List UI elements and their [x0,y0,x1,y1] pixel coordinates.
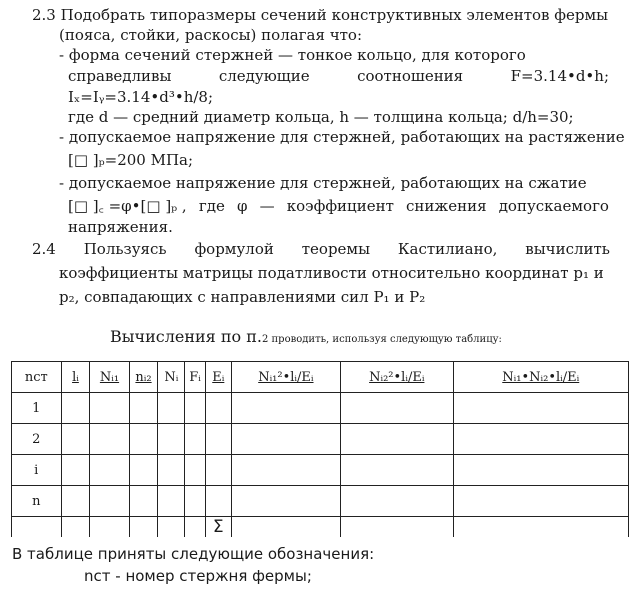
table-cell [12,517,62,538]
bullet-3-word: где [198,197,225,215]
table-cell [453,424,629,455]
table-row [12,455,629,486]
table-cell [185,455,206,486]
bullet-1-word: следующие [218,67,310,85]
footnote-intro: В таблице приняты следующие обозначения: [12,545,375,563]
item-2-4-line-3: p₂, совпадающих с направлениями сил P₁ и P₂ [59,288,426,306]
item-2-4-line-2: коэффициенты матрицы податливости относительно координат p₁ и [59,264,604,282]
table-caption [110,327,502,350]
header-fi: Fᵢ [185,362,206,393]
table-cell [129,393,158,424]
table-row [12,393,629,424]
table-cell [231,486,340,517]
table-cell [453,517,629,538]
table-cell [129,455,158,486]
item-2-3-line-1 [32,5,608,25]
item-2-4-number: 2.4 [32,240,56,258]
bullet-3-word: коэффициент [286,197,394,215]
header-ni2-sq: Nᵢ₂²•lᵢ/Eᵢ [341,362,453,393]
bullet-1-line-2 [68,66,609,86]
table-cell [90,517,129,538]
table-cell [185,517,206,538]
table-cell [158,393,185,424]
table-sum-row [12,517,629,538]
header-ei: Eᵢ [205,362,231,393]
item-2-4-word: Кастилиано, [397,240,498,258]
table-cell [158,517,185,538]
table-cell [61,517,90,538]
table-cell [341,393,453,424]
table-cell [61,486,90,517]
table-cell [341,424,453,455]
row-label: 2 [12,424,62,455]
table-cell [90,455,129,486]
row-label: i [12,455,62,486]
bullet-1-formula-f: F=3.14•d•h; [510,67,609,85]
table-header-row [12,362,629,393]
table-cell [231,393,340,424]
table-cell [158,424,185,455]
item-2-3-text-1: Подобрать типоразмеры сечений конструктивных элементов фермы [60,6,609,24]
table-cell [231,424,340,455]
table-cell [341,517,453,538]
item-2-4-line-1 [32,239,610,259]
table-cell [129,517,158,538]
caption-main: Вычисления по п. [110,327,262,346]
sum-symbol: Σ [205,517,231,538]
header-ni: Nᵢ [158,362,185,393]
table-cell [61,455,90,486]
footnote-item: nст - номер стержня фермы; [84,567,312,585]
bullet-1-line-1: - форма сечений стержней — тонкое кольцо, для которого [59,46,526,64]
bullet-3-line-3: напряжения. [68,218,173,236]
bullet-2-line-2: [□ ]ₚ=200 МПа; [68,151,194,169]
bullet-1-word: справедливы [68,67,172,85]
item-2-4-word: вычислить [525,240,610,258]
bullet-3-line-2 [68,196,609,216]
table-cell [341,486,453,517]
caption-small: 2 проводить, используя следующую таблицу: [261,334,502,345]
table-cell [90,424,129,455]
table-cell [341,455,453,486]
table-cell [90,486,129,517]
row-label: 1 [12,393,62,424]
table-cell [205,393,231,424]
table-cell [185,424,206,455]
table-cell [453,393,629,424]
bullet-1-line-4: где d — средний диаметр кольца, h — толщина кольца; d/h=30; [68,108,574,126]
table-cell [231,517,340,538]
table-cell [185,486,206,517]
calculation-table [11,361,629,537]
table-cell [158,455,185,486]
item-2-3-line-2: (пояса, стойки, раскосы) полагая что: [59,26,363,44]
row-label: n [12,486,62,517]
header-li: lᵢ [61,362,90,393]
table-cell [205,424,231,455]
header-ni1: Nᵢ₁ [90,362,129,393]
table-cell [205,455,231,486]
table-cell [61,424,90,455]
table-cell [185,393,206,424]
item-2-3-number: 2.3 [32,6,56,24]
bullet-3-dash: — [259,197,275,215]
table-cell [61,393,90,424]
table-cell [158,486,185,517]
bullet-3-line-1: - допускаемое напряжение для стержней, работающих на сжатие [59,174,587,192]
bullet-3-phi: φ [236,197,248,215]
item-2-4-word: формулой [194,240,274,258]
table-row [12,486,629,517]
item-2-4-word: Пользуясь [83,240,167,258]
bullet-3-formula: [□ ]꜀ =φ•[□ ]ₚ , [68,197,187,215]
bullet-3-word: снижения [406,197,487,215]
bullet-2-line-1: - допускаемое напряжение для стержней, работающих на растяжение [59,128,625,146]
bullet-3-word: допускаемого [498,197,609,215]
header-ni1-sq: Nᵢ₁²•lᵢ/Eᵢ [231,362,340,393]
bullet-1-formula-i: Iₓ=Iᵧ=3.14•d³•h/8; [68,88,214,106]
header-ni1-ni2: Nᵢ₁•Nᵢ₂•lᵢ/Eᵢ [453,362,629,393]
table-cell [453,486,629,517]
header-ni2: nᵢ₂ [129,362,158,393]
table-cell [90,393,129,424]
bullet-1-word: соотношения [357,67,464,85]
table-cell [205,486,231,517]
table-row [12,424,629,455]
table-cell [129,486,158,517]
header-nst: nст [12,362,62,393]
table-cell [453,455,629,486]
item-2-4-word: теоремы [301,240,371,258]
table-cell [231,455,340,486]
table-cell [129,424,158,455]
